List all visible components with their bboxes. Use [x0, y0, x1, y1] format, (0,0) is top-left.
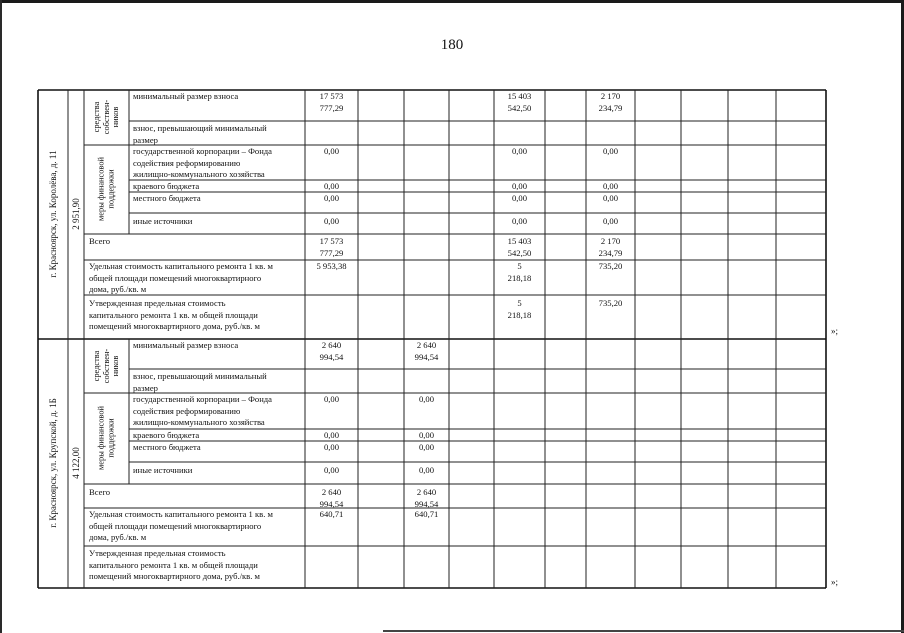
- row-label: взнос, превышающий минимальный размер: [133, 123, 267, 145]
- cell-value: 0,00: [418, 394, 435, 404]
- cell-value: 0,00: [323, 216, 340, 226]
- row-label: минимальный размер взноса: [133, 340, 239, 350]
- cell-value: 2 170 234,79: [598, 91, 623, 113]
- row-label: местного бюджета: [133, 193, 201, 203]
- cell-value: 0,00: [323, 181, 340, 191]
- row-label: государственной корпорации – Фонда содействия реформированию жилищно-коммунального хозяйства: [133, 146, 272, 179]
- row-label: иные источники: [133, 465, 193, 475]
- cell-value: 0,00: [418, 442, 435, 452]
- cell-value: 0,00: [323, 146, 340, 156]
- cell-value: 15 403 542,50: [507, 91, 532, 113]
- cell-value: 5 218,18: [507, 298, 532, 320]
- block2-area: 4 122,00: [71, 447, 81, 479]
- row-label: краевого бюджета: [133, 181, 200, 191]
- cell-value: 0,00: [511, 216, 528, 226]
- cell-value: 2 170 234,79: [598, 236, 623, 258]
- cell-value: 2 640 994,54: [414, 340, 439, 362]
- row-label: государственной корпорации – Фонда содействия реформированию жилищно-коммунального хозяйства: [133, 394, 272, 427]
- cell-value: 0,00: [323, 442, 340, 452]
- cell-value: 640,71: [414, 509, 439, 519]
- row-label: Утвержденная предельная стоимость капитального ремонта 1 кв. м общей площади помещений многоквартирного дома, руб./кв. м: [89, 298, 260, 331]
- row-label: иные источники: [133, 216, 193, 226]
- end-mark: »;: [831, 326, 839, 336]
- page-number: 180: [440, 37, 464, 53]
- row-label: взнос, превышающий минимальный размер: [133, 371, 267, 393]
- cell-value: 2 640 994,54: [414, 487, 439, 509]
- row-label-total: Всего: [89, 487, 111, 497]
- block1-support-group: меры финансовой поддержки: [96, 157, 115, 221]
- cell-value: 735,20: [598, 298, 623, 308]
- cell-value: 0,00: [511, 193, 528, 203]
- cell-value: 15 403 542,50: [507, 236, 532, 258]
- cell-value: 17 573 777,29: [319, 91, 344, 113]
- cell-value: 0,00: [511, 146, 528, 156]
- row-label: Удельная стоимость капитального ремонта 1 кв. м общей площади помещений многоквартирного дома, руб./кв. м: [89, 509, 273, 542]
- cell-value: 640,71: [319, 509, 344, 519]
- block1-address: г. Красноярск, ул. Королёва, д. 11: [48, 150, 58, 278]
- cell-value: 0,00: [323, 394, 340, 404]
- cell-value: 735,20: [598, 261, 623, 271]
- cell-value: 0,00: [602, 216, 619, 226]
- row-label: местного бюджета: [133, 442, 201, 452]
- row-label: Удельная стоимость капитального ремонта 1 кв. м общей площади помещений многоквартирного дома, руб./кв. м: [89, 261, 273, 294]
- cell-value: 0,00: [418, 465, 435, 475]
- row-label: краевого бюджета: [133, 430, 200, 440]
- block1-owner-funds-group: средства собствен- ников: [91, 99, 120, 135]
- block2-support-group: меры финансовой поддержки: [96, 406, 115, 470]
- cell-value: 5 953,38: [316, 261, 347, 271]
- cell-value: 0,00: [511, 181, 528, 191]
- row-label-total: Всего: [89, 236, 111, 246]
- row-label: Утвержденная предельная стоимость капитального ремонта 1 кв. м общей площади помещений многоквартирного дома, руб./кв. м: [89, 548, 260, 581]
- block2-address: г. Красноярск, ул. Крупской, д. 1Б: [48, 398, 58, 528]
- cell-value: 0,00: [323, 465, 340, 475]
- row-label: минимальный размер взноса: [133, 91, 239, 101]
- cell-value: 0,00: [418, 430, 435, 440]
- end-mark: »;: [831, 577, 839, 587]
- cell-value: 17 573 777,29: [319, 236, 344, 258]
- cell-value: 2 640 994,54: [319, 340, 344, 362]
- cell-value: 0,00: [602, 181, 619, 191]
- block2-owner-funds-group: средства собствен- ников: [91, 348, 120, 384]
- cell-value: 0,00: [323, 193, 340, 203]
- cell-value: 2 640 994,54: [319, 487, 344, 509]
- block1-area: 2 951,90: [71, 198, 81, 230]
- cell-value: 0,00: [602, 193, 619, 203]
- cell-value: 0,00: [323, 430, 340, 440]
- cell-value: 5 218,18: [507, 261, 532, 283]
- cell-value: 0,00: [602, 146, 619, 156]
